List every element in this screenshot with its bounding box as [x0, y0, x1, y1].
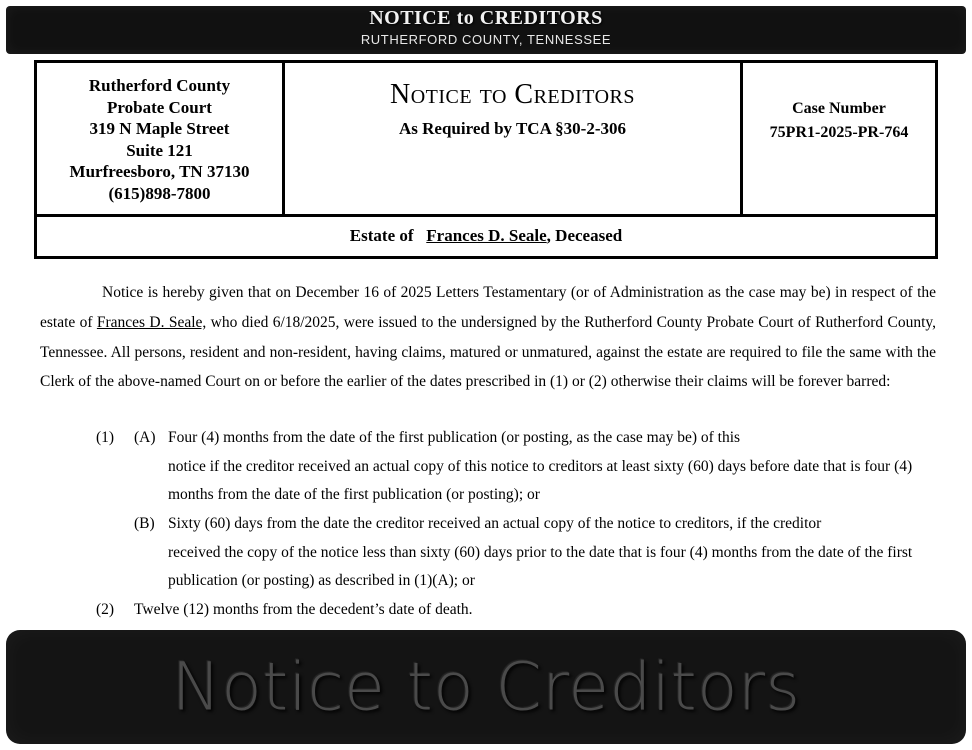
header-table-estate-row — [37, 217, 935, 256]
deadline-list — [96, 424, 941, 625]
list-item — [96, 424, 941, 596]
notice-paragraph — [40, 278, 936, 397]
court-phone: (615)898-7800 — [108, 183, 211, 203]
case-number-label: Case Number — [792, 100, 886, 117]
case-number-cell — [743, 63, 935, 214]
list-item — [96, 596, 941, 625]
list-item-1a-first-line — [134, 424, 941, 453]
list-item-1b-label: (B) — [134, 515, 155, 533]
court-name-line1: Rutherford County — [88, 76, 231, 95]
bottom-banner-text: Notice to Creditors — [171, 648, 801, 726]
list-item-1a-line3: months from the date of the first publication (or posting); or — [168, 486, 540, 504]
list-item-1a-line2: notice if the creditor received an actual copy of this notice to creditors at least sixty (60) days before date that is four (4) — [168, 457, 913, 475]
list-item-1-number: (1) — [96, 429, 115, 446]
decedent-name: Frances D. Seale — [426, 226, 547, 246]
paragraph-part-1: Notice is hereby given that on December 16 of 2025 Letters Testamentary (or of Administration as the case may be) in respect of the estate of — [40, 284, 936, 331]
estate-prefix: Estate of — [349, 226, 414, 246]
court-address-cell — [37, 63, 285, 214]
list-item-1b-first-line — [134, 510, 941, 539]
list-item-1b-line1: Sixty (60) days from the date the creditor received an actual copy of the notice to creditors, if the creditor — [168, 515, 822, 533]
notice-title: Notice to Creditors — [390, 79, 635, 110]
list-item-1a-label: (A) — [134, 429, 156, 446]
top-title-banner — [6, 6, 966, 54]
list-item-1a-line1: Four (4) months from the date of the first publication (or posting, as the case may be) of this — [168, 429, 741, 446]
case-number-value: 75PR1-2025-PR-764 — [769, 124, 909, 141]
header-table-top-row — [37, 63, 935, 217]
court-city-state-zip: Murfreesboro, TN 37130 — [69, 162, 250, 182]
top-banner-subtitle: RUTHERFORD COUNTY, TENNESSEE — [360, 32, 612, 47]
court-street: 319 N Maple Street — [89, 119, 230, 139]
list-item-2-number: (2) — [96, 601, 115, 619]
estate-suffix: , Deceased — [546, 226, 623, 246]
paragraph-part-2: who died 6/18/2025, were issued to the undersigned by the Rutherford County Probate Court of Rutherford County, Tennessee. All persons, resident and non-resident, having claims, matured or unmatured, against the estate are required to file the same with the Clerk of the above-named Court on or before the earlier of the dates prescribed in (1) or (2) otherwise their claims will be forever barred: — [40, 313, 937, 391]
paragraph-decedent-name: Frances D. Seale, — [96, 313, 207, 331]
notice-statute: As Required by TCA §30-2-306 — [398, 119, 626, 138]
notice-title-cell — [285, 63, 743, 214]
court-name-line2: Probate Court — [107, 97, 212, 117]
estate-line — [37, 217, 935, 256]
top-banner-title: NOTICE to CREDITORS — [369, 7, 603, 29]
list-item-2-text: Twelve (12) months from the decedent’s date of death. — [134, 601, 473, 619]
document-body — [0, 56, 972, 626]
list-item-1-body — [134, 424, 941, 596]
list-item-1b-line2: received the copy of the notice less than sixty (60) days prior to the date that is four (4) months from the date of the first — [168, 543, 913, 561]
bottom-title-banner — [6, 630, 966, 744]
court-suite: Suite 121 — [126, 140, 193, 160]
list-item-1b-line3: publication (or posting) as described in (1)(A); or — [168, 572, 475, 590]
notice-header-table — [34, 60, 938, 259]
